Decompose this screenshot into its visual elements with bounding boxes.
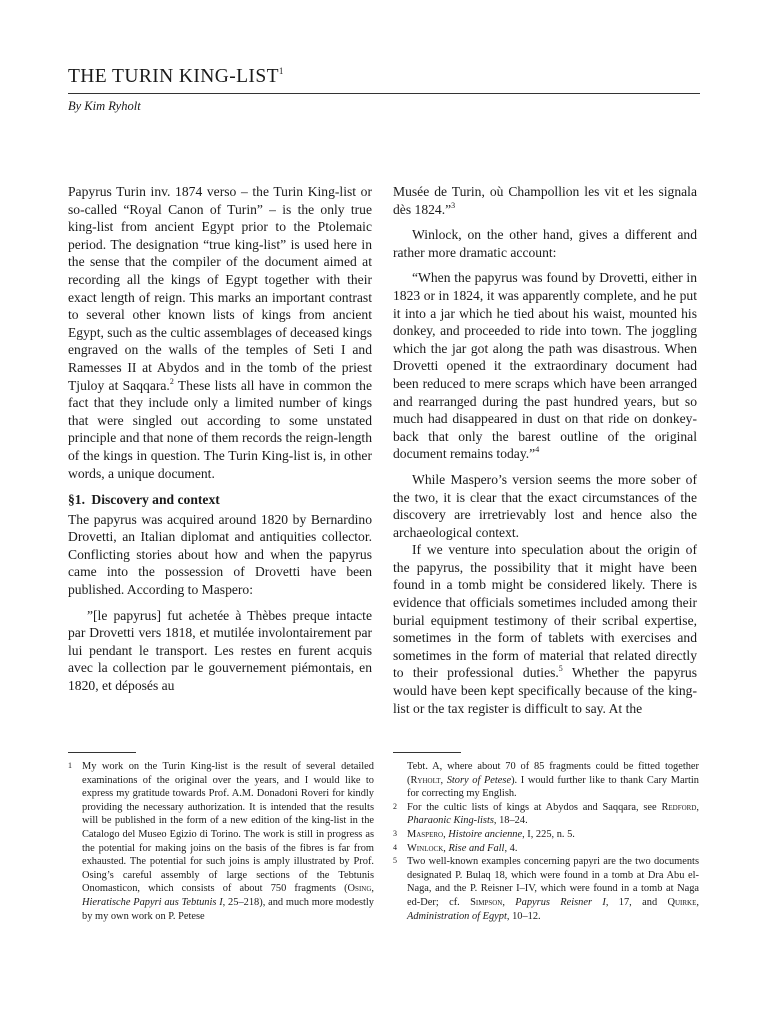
- paragraph: If we venture into speculation about the origin of the papyrus, the possibility that it might have been found in a tomb might be considered likely. There is evidence that officials sometimes included among their burial equipment testimony of their scribal expertise, sometimes in the form of tablets with exercises and sometimes in the form of material that related directly to their professional duties.$^5$ Whether the papyrus would have been kept specifically because of the king-list or the tax register is difficult to say. At the: [393, 542, 697, 716]
- footnote-ref: 5: [558, 664, 563, 674]
- footnote: 2 For the cultic lists of kings at Abydos and Saqqara, see Redford, Pharaonic King-lists, 18–24.: [393, 801, 699, 827]
- paragraph: Papyrus Turin inv. 1874 verso – the Turin King-list or so-called “Royal Canon of Turin” – is the only true king-list from ancient Egypt prior to the Ptolemaic period. The designation “true king-list” is used here in the sense that the compiler of the document aimed at recording all the kings of Egypt together with their exact length of reign. This marks an important contrast to several other known lists of kings from ancient Egypt, such as the cultic assemblages of deceased kings engraved on the walls of the temples of Seti I and Ramesses II at Abydos and in the tomb of the priest Tjuloy at Saqqara.$^2$ These lists all have in common the fact that they include only a limited number of kings that were singled out according to some unstated principle and that none of them records the reign-length of the kings in question. The Turin King-list is, in other words, a unique document.: [68, 184, 372, 481]
- author-byline: By Kim Ryholt: [68, 99, 141, 113]
- paragraph: While Maspero’s version seems the more sober of the two, it is clear that the exact circumstances of the discovery are irretrievably lost and hence also the archaeological context.: [393, 471, 697, 540]
- footnotes-right: [393, 760, 699, 923]
- footnote: 5 Two well-known examples concerning papyri are the two documents designated P. Bulaq 18, which were found in a tomb at Dra Abu el-Naga, and the P. Reisner I–IV, which were found in a tomb at Naga ed-Der; cf. Simpson, Papyrus Reisner I, 17, and Quirke, Administration of Egypt, 10–12.: [393, 856, 699, 922]
- footnote-ref: 2: [169, 376, 174, 386]
- footnotes-left: [68, 760, 374, 923]
- block-quote: ”[le papyrus] fut achetée à Thèbes preque intacte par Drovetti vers 1818, et mutilée involontairement par lui pendant le transport. Les restes en furent acquis avec la collection par le gouvernement piémontais, en 1820, et déposés au: [68, 607, 372, 694]
- footnote-continuation: Tebt. A, where about 70 of 85 fragments could be fitted together (Ryholt, Story of Petese). I would further like to thank Cary Martin for correcting my English.: [407, 761, 699, 800]
- article-title: THE TURIN KING-LIST$^1$: [68, 66, 284, 87]
- footnote-ref: 3: [451, 200, 456, 210]
- footnote: 3 Maspero, Histoire ancienne, I, 225, n. 5.: [393, 828, 575, 840]
- footnote-ref: 4: [535, 445, 540, 455]
- footnote: 1 My work on the Turin King-list is the result of several detailed examinations of the original over the years, and I would like to express my gratitude towards Prof. A.M. Donadoni Roveri for kindly providing the necessary authorization. It is intended that the results will be published in the form of a new edition of the king-list in the Catalogo del Museo Egizio di Torino. The work is still in progress as the potential for making joins on the basis of the fibres is far from exhausted. The potential for such joins is amply illustrated by Prof. Osing’s careful assembly of large sections of the Tebtunis Onomasticon, which consists of about 750 fragments (Osing, Hieratische Papyri aus Tebtunis I, 25–218), and much more modestly by my own work on P. Petese: [68, 761, 374, 922]
- footnote-ref: 1: [278, 66, 284, 76]
- footnote-rule: [393, 752, 461, 753]
- paragraph: The papyrus was acquired around 1820 by Bernardino Drovetti, an Italian diplomat and antiquities collector. Conflicting stories about how and when the papyrus came into the possession of Drovetti have been published. According to Maspero:: [68, 511, 372, 598]
- footnote: 4 Winlock, Rise and Fall, 4.: [393, 842, 518, 854]
- footnote-rule: [68, 752, 136, 753]
- paragraph: Musée de Turin, où Champollion les vit et les signala dès 1824.”$^3$: [393, 184, 697, 217]
- right-text-column: [393, 183, 697, 717]
- block-quote: “When the papyrus was found by Drovetti, either in 1823 or in 1824, it was apparently complete, and he put it into a jar which he tied about his waist, mounted his donkey, and proceeded to ride into town. The joggling which the jar got along the path was disastrous. When Drovetti opened it the extraordinary document had been reduced to mere scraps which have been arranged and rearranged during the past hundred years, but so much had disappeared in dust on that ride on donkey-back that only the barest outline of the original document remains today.”$^4$: [393, 270, 697, 462]
- section-heading: §1. Discovery and context: [68, 492, 220, 508]
- paragraph: Winlock, on the other hand, gives a different and rather more dramatic account:: [393, 227, 697, 260]
- left-text-column: [68, 183, 372, 695]
- title-rule: [68, 93, 700, 94]
